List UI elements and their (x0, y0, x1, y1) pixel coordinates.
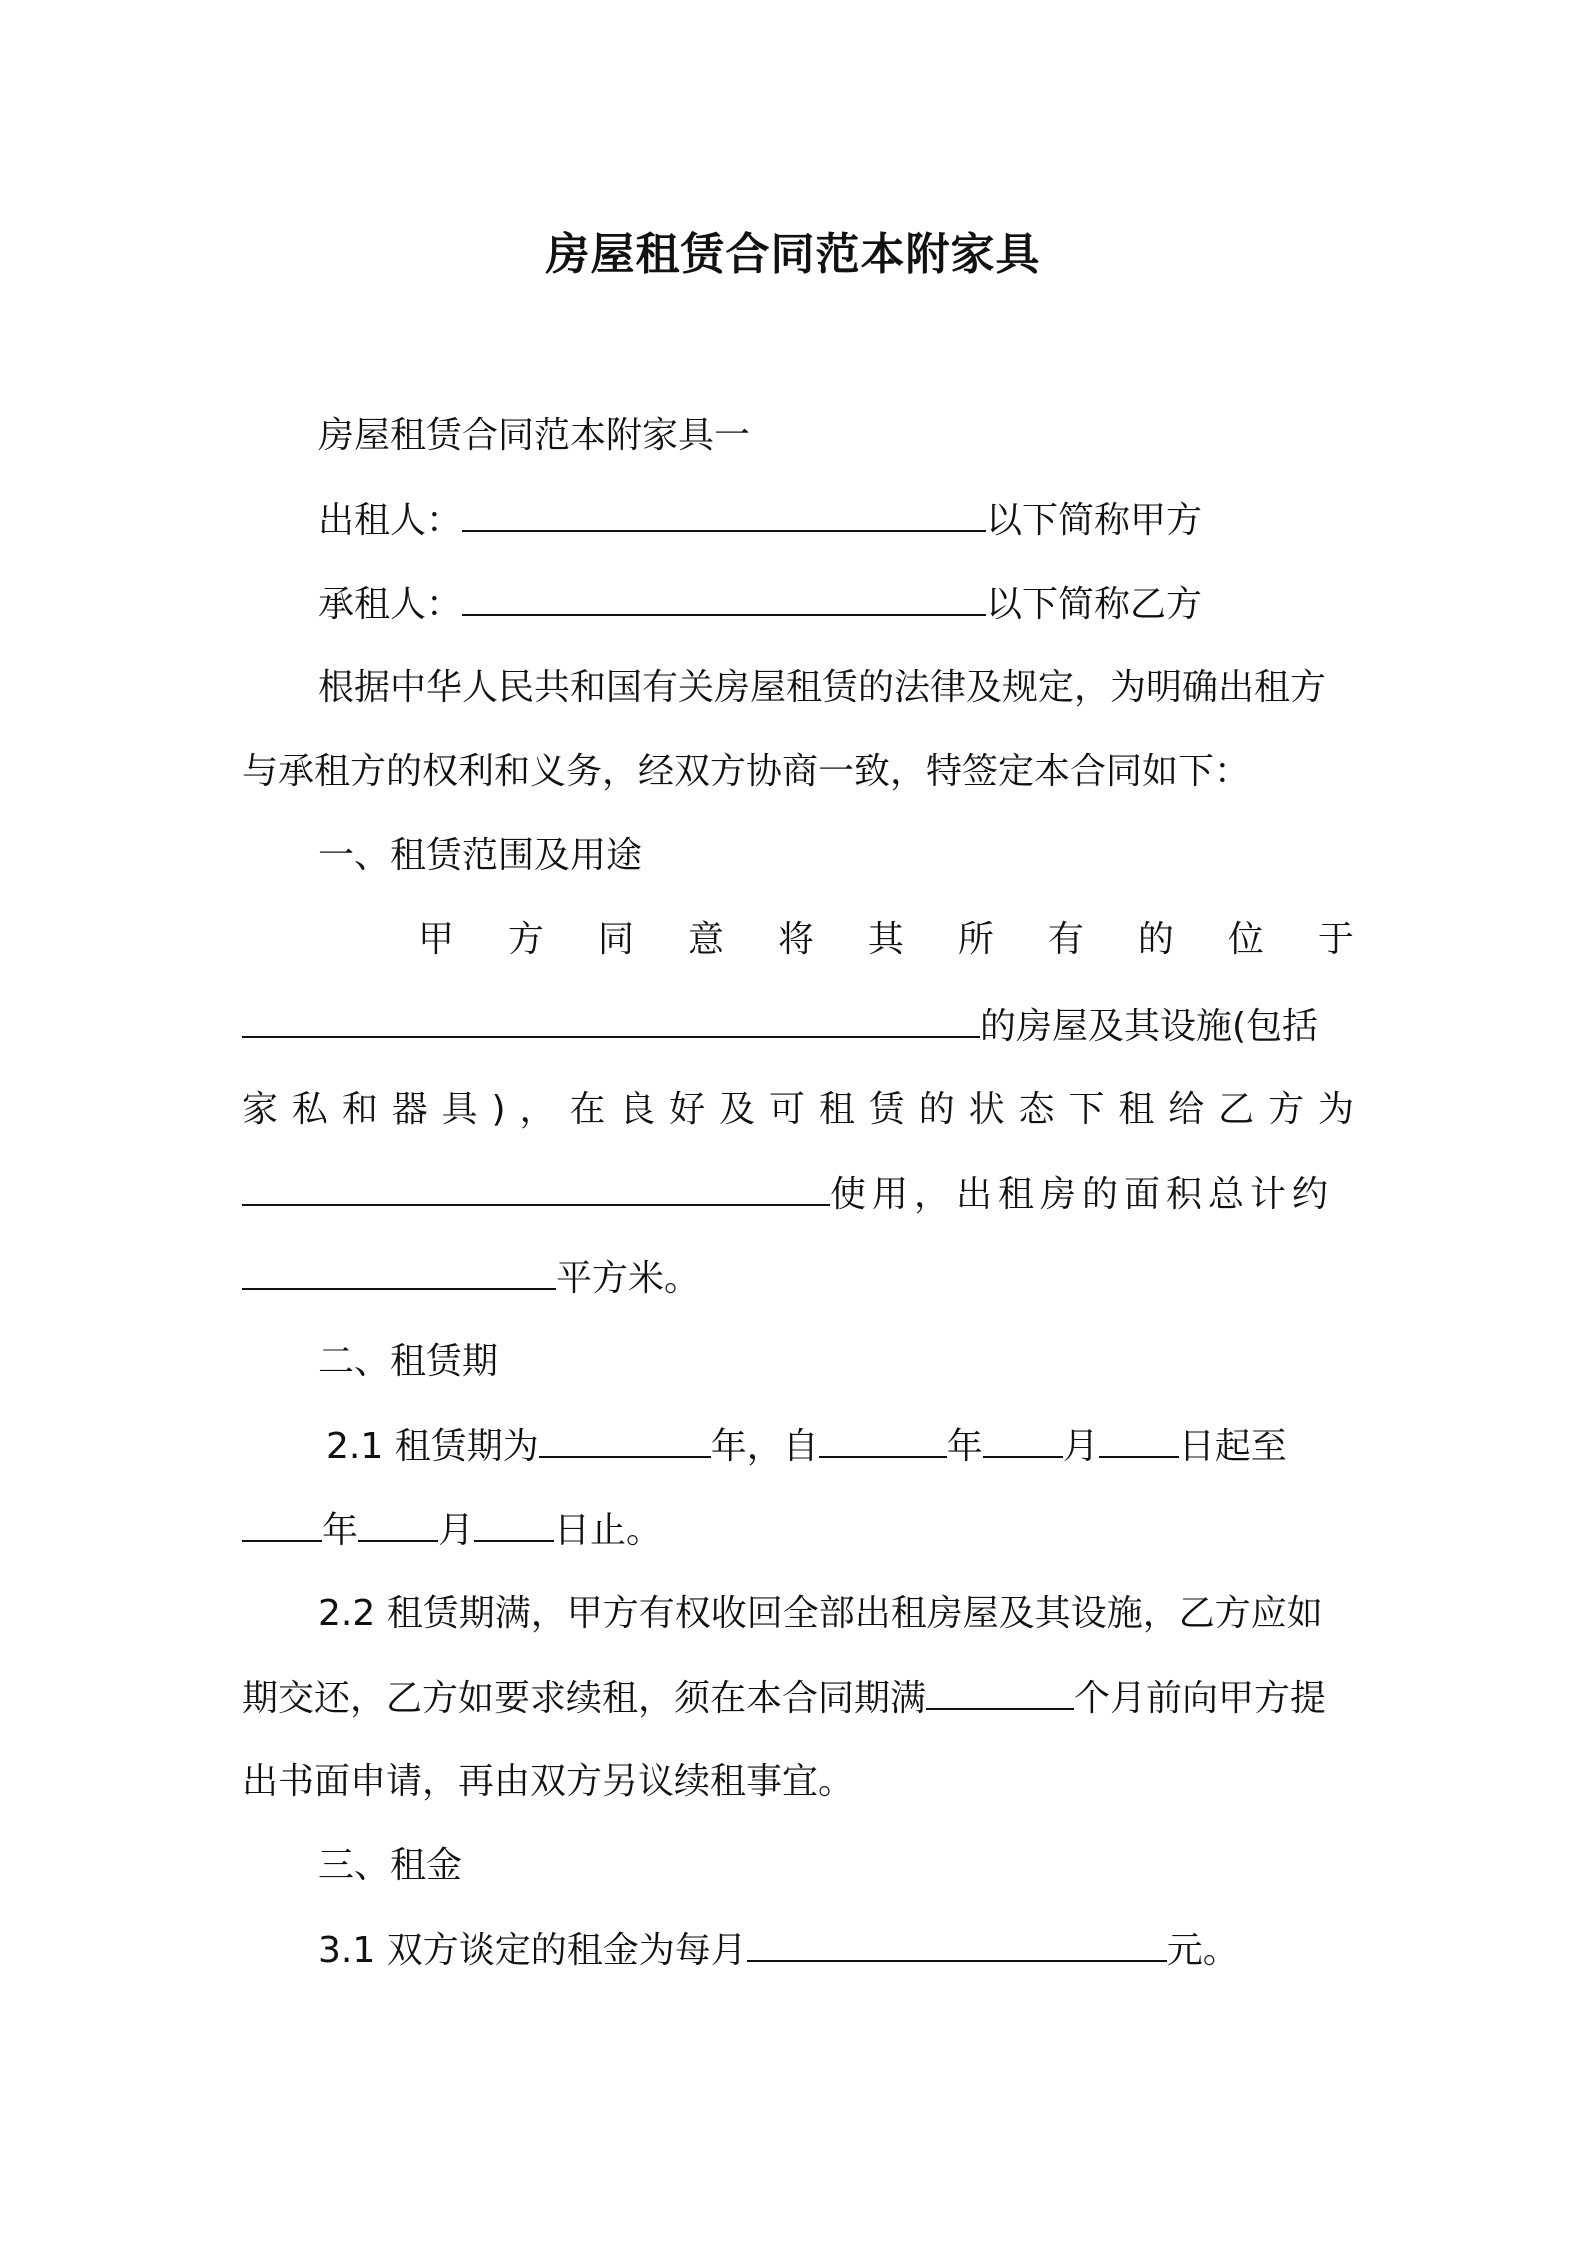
lessor-suffix: 以下简称甲方 (986, 500, 1203, 541)
justified-char: 给 (1168, 1089, 1205, 1130)
clause-2-1-year1: 年，自 (710, 1426, 819, 1467)
justified-char: 租 (818, 1089, 855, 1130)
clause-2-1-line-1 (326, 1424, 1287, 1469)
justified-char: 租 (1118, 1089, 1155, 1130)
clause-2-1-year3: 年 (322, 1510, 359, 1551)
justified-char: 赁 (868, 1089, 905, 1130)
justified-char: 意 (687, 919, 724, 960)
clause-2-2-line-2-prefix: 期交还，乙方如要求续租，须在本合同期满 (242, 1678, 927, 1719)
justified-char: 在 (569, 1089, 606, 1130)
justified-char: 好 (669, 1089, 706, 1130)
justified-char: 乙 (1218, 1089, 1255, 1130)
lessee-suffix: 以下简称乙方 (986, 584, 1203, 625)
lessee-label: 承租人： (318, 584, 463, 625)
justified-char: 具 (441, 1089, 478, 1130)
end-day-blank[interactable] (474, 1508, 554, 1542)
document-subtitle: 房屋租赁合同范本附家具一 (318, 415, 751, 456)
justified-char: ， (519, 1089, 556, 1130)
justified-char: 状 (968, 1089, 1005, 1130)
clause-2-2-line-1: 2.2 租赁期满，甲方有权收回全部出租房屋及其设施，乙方应如 (318, 1593, 1323, 1634)
lessor-label: 出租人： (318, 500, 463, 541)
start-day-blank[interactable] (1099, 1424, 1179, 1458)
clause-2-1-year2: 年 (946, 1426, 983, 1467)
justified-char: 同 (597, 919, 634, 960)
justified-char: 下 (1068, 1089, 1105, 1130)
justified-char: 甲 (418, 919, 455, 960)
justified-char: 及 (719, 1089, 756, 1130)
justified-char: ) (491, 1089, 506, 1130)
end-year-blank[interactable] (242, 1508, 322, 1542)
area-blank[interactable] (242, 1256, 556, 1290)
justified-char: 方 (1268, 1089, 1305, 1130)
section-1-line-1 (418, 918, 1354, 962)
section-1-line-5-suffix: 平方米。 (556, 1258, 701, 1299)
property-location-blank[interactable] (242, 1004, 980, 1038)
justified-char: 为 (1317, 1089, 1354, 1130)
justified-char: 可 (769, 1089, 806, 1130)
section-1-line-2 (242, 1004, 1318, 1049)
justified-char: 其 (867, 919, 904, 960)
section-3-heading: 三、租金 (318, 1845, 463, 1886)
section-1-line-5 (242, 1256, 700, 1301)
section-1-line-4-suffix: 使用，出租房的面积总计约 (830, 1174, 1335, 1215)
justified-char: 于 (1317, 919, 1354, 960)
justified-char: 家 (242, 1089, 279, 1130)
justified-char: 和 (341, 1089, 378, 1130)
start-month-blank[interactable] (983, 1424, 1063, 1458)
clause-3-1 (318, 1928, 1239, 1973)
start-year-blank[interactable] (819, 1424, 947, 1458)
lessor-blank[interactable] (462, 498, 986, 532)
justified-char: 器 (391, 1089, 428, 1130)
clause-2-1-month2: 月 (438, 1510, 475, 1551)
clause-2-2-line-3: 出书面申请，再由双方另议续租事宜。 (242, 1761, 855, 1802)
section-1-heading: 一、租赁范围及用途 (318, 835, 643, 876)
justified-char: 的 (1137, 919, 1174, 960)
lessor-line (318, 498, 1202, 543)
justified-char: 良 (619, 1089, 656, 1130)
clause-2-1-line-2 (242, 1508, 662, 1553)
justified-char: 私 (291, 1089, 328, 1130)
justified-char: 位 (1227, 919, 1264, 960)
clause-2-2-line-2 (242, 1676, 1326, 1721)
clause-2-1-day-end: 日止。 (554, 1510, 663, 1551)
section-1-line-2-suffix: 的房屋及其设施(包括 (980, 1006, 1319, 1047)
end-month-blank[interactable] (358, 1508, 438, 1542)
section-2-heading: 二、租赁期 (318, 1341, 499, 1382)
clause-2-2-line-2-suffix: 个月前向甲方提 (1074, 1678, 1327, 1719)
justified-char: 所 (957, 919, 994, 960)
clause-3-1-prefix: 3.1 双方谈定的租金为每月 (318, 1930, 747, 1971)
renewal-months-blank[interactable] (926, 1676, 1074, 1710)
usage-blank[interactable] (242, 1172, 830, 1206)
section-1-line-4 (242, 1172, 1334, 1217)
preamble-line-1: 根据中华人民共和国有关房屋租赁的法律及规定，为明确出租方 (318, 667, 1327, 708)
lessee-blank[interactable] (462, 582, 986, 616)
monthly-rent-blank[interactable] (747, 1928, 1167, 1962)
justified-char: 态 (1018, 1089, 1055, 1130)
justified-char: 将 (777, 919, 814, 960)
preamble-line-2: 与承租方的权利和义务，经双方协商一致，特签定本合同如下： (242, 751, 1251, 792)
clause-2-1-prefix: 2.1 租赁期为 (326, 1426, 539, 1467)
clause-2-1-month: 月 (1062, 1426, 1099, 1467)
lessee-line (318, 582, 1202, 627)
clause-3-1-suffix: 元。 (1166, 1930, 1239, 1971)
justified-char: 方 (507, 919, 544, 960)
clause-2-1-day-start: 日起至 (1178, 1426, 1287, 1467)
justified-char: 的 (918, 1089, 955, 1130)
justified-char: 有 (1047, 919, 1084, 960)
section-1-line-3 (242, 1088, 1354, 1132)
term-years-blank[interactable] (539, 1424, 711, 1458)
document-title: 房屋租赁合同范本附家具 (545, 229, 1041, 280)
